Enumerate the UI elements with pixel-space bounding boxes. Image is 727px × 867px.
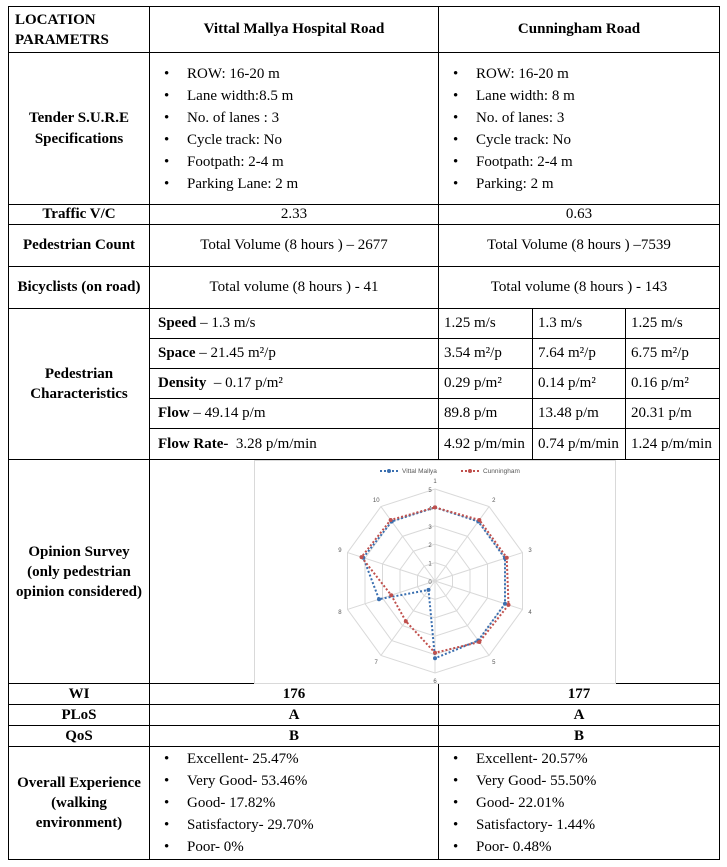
list-item: • Lane width: 8 m: [453, 85, 719, 107]
ped-count-vittal: Total Volume (8 hours ) – 2677: [150, 225, 439, 267]
ped-char-metric: [150, 429, 439, 460]
ped-char-value: 13.48 p/m: [533, 399, 626, 429]
data-point: [427, 588, 431, 592]
plos-cunningham: A: [439, 705, 719, 726]
list-item: • Parking Lane: 2 m: [164, 173, 438, 195]
tender-vittal: [150, 53, 439, 205]
list-item: • No. of lanes : 3: [164, 107, 438, 129]
ped-char-value: 0.74 p/m/min: [533, 429, 626, 460]
ring-tick-label: 0: [428, 580, 432, 586]
metric-value: – 1.3 m/s: [196, 315, 256, 331]
ring-tick-label: 1: [428, 561, 432, 568]
ped-char-value: 0.14 p/m²: [533, 369, 626, 399]
ped-char-value: 6.75 m²/p: [626, 339, 719, 369]
header-vittal: Vittal Mallya Hospital Road: [150, 7, 439, 53]
ped-char-value: 1.3 m/s: [533, 309, 626, 339]
header-col1: LOCATION PARAMETRS: [9, 7, 150, 53]
data-point: [477, 518, 481, 522]
list-item: • Excellent- 20.57%: [453, 748, 719, 770]
data-point: [377, 597, 381, 601]
data-point: [506, 603, 510, 607]
category-label: 5: [492, 659, 496, 666]
category-label: 3: [528, 548, 532, 555]
metric-name: Space: [158, 345, 196, 361]
ped-char-metric: [150, 369, 439, 399]
ped-char-value: 1.24 p/m/min: [626, 429, 719, 460]
list-item: • Good- 17.82%: [164, 792, 438, 814]
category-label: 4: [528, 609, 532, 616]
ped-char-value: 20.31 p/m: [626, 399, 719, 429]
category-label: 6: [433, 679, 437, 684]
bicyclists-vittal: Total volume (8 hours ) - 41: [150, 267, 439, 309]
traffic-label: Traffic V/C: [9, 205, 150, 225]
ring-tick-label: 3: [428, 524, 432, 531]
data-point: [505, 556, 509, 560]
overall-cunningham: [439, 747, 719, 859]
ring-tick-label: 2: [428, 543, 432, 550]
list-item: • Poor- 0.48%: [453, 836, 719, 858]
legend-label: Cunningham: [483, 468, 520, 475]
radar-chart: [254, 460, 616, 684]
plos-label: PLoS: [9, 705, 150, 726]
list-item: • Cycle track: No: [164, 129, 438, 151]
list-item: • Parking: 2 m: [453, 173, 719, 195]
tender-label: Tender S.U.R.E Specifications: [9, 53, 150, 205]
ped-char-value: 89.8 p/m: [439, 399, 533, 429]
metric-value: – 21.45 m²/p: [195, 345, 276, 361]
metric-value: – 0.17 p/m²: [206, 375, 283, 391]
wi-cunningham: 177: [439, 684, 719, 705]
bicyclists-cunningham: Total volume (8 hours ) - 143: [439, 267, 719, 309]
metric-value: 3.28 p/m/min: [228, 435, 317, 452]
ped-char-value: 0.29 p/m²: [439, 369, 533, 399]
ped-char-label: Pedestrian Characteristics: [9, 309, 150, 460]
ped-char-grid: [150, 309, 719, 460]
legend-marker: [387, 469, 391, 473]
legend-marker: [468, 469, 472, 473]
category-label: 2: [492, 498, 496, 505]
qos-cunningham: B: [439, 726, 719, 747]
comparison-table: [8, 6, 720, 860]
plos-vittal: A: [150, 705, 439, 726]
data-point: [433, 656, 437, 660]
data-point: [389, 518, 393, 522]
ring-tick-label: 4: [428, 506, 432, 513]
data-point: [404, 619, 408, 623]
list-item: • Very Good- 53.46%: [164, 770, 438, 792]
category-label: 1: [433, 479, 437, 485]
data-point: [360, 555, 364, 559]
traffic-vittal: 2.33: [150, 205, 439, 225]
wi-vittal: 176: [150, 684, 439, 705]
list-item: • ROW: 16-20 m: [453, 63, 719, 85]
ring-tick-label: 5: [428, 488, 432, 494]
metric-name: Density: [158, 375, 207, 391]
list-item: • No. of lanes: 3: [453, 107, 719, 129]
list-item: • Lane width:8.5 m: [164, 85, 438, 107]
list-item: • Footpath: 2-4 m: [164, 151, 438, 173]
legend-label: Vittal Mallya: [402, 468, 437, 475]
list-item: • Cycle track: No: [453, 129, 719, 151]
ped-char-value: 1.25 m/s: [626, 309, 719, 339]
opinion-label: Opinion Survey (only pedestrian opinion considered): [9, 460, 150, 684]
list-item: • Very Good- 55.50%: [453, 770, 719, 792]
bicyclists-label: Bicyclists (on road): [9, 267, 150, 309]
ped-char-metric: [150, 309, 439, 339]
opinion-chart-cell: [150, 460, 719, 684]
metric-name: Speed: [158, 315, 197, 331]
category-label: 8: [338, 609, 342, 616]
qos-label: QoS: [9, 726, 150, 747]
ped-char-metric: [150, 399, 439, 429]
header-cunningham: Cunningham Road: [439, 7, 719, 53]
list-item: • Excellent- 25.47%: [164, 748, 438, 770]
metric-value: – 49.14 p/m: [189, 405, 266, 421]
ped-char-value: 7.64 m²/p: [533, 339, 626, 369]
tender-cunningham: [439, 53, 719, 205]
list-item: • Satisfactory- 29.70%: [164, 814, 438, 836]
data-point: [433, 505, 437, 509]
overall-vittal: [150, 747, 439, 859]
ped-char-value: 3.54 m²/p: [439, 339, 533, 369]
ped-char-value: 4.92 p/m/min: [439, 429, 533, 460]
list-item: • Poor- 0%: [164, 836, 438, 858]
qos-vittal: B: [150, 726, 439, 747]
ped-char-metric: [150, 339, 439, 369]
category-label: 7: [374, 659, 378, 666]
data-point: [389, 593, 393, 597]
ped-char-value: 0.16 p/m²: [626, 369, 719, 399]
list-item: • Satisfactory- 1.44%: [453, 814, 719, 836]
traffic-cunningham: 0.63: [439, 205, 719, 225]
category-label: 10: [372, 498, 380, 505]
overall-label: Overall Experience (walking environment): [9, 747, 150, 859]
metric-name: Flow: [158, 405, 190, 421]
ped-count-label: Pedestrian Count: [9, 225, 150, 267]
data-point: [477, 640, 481, 644]
data-point: [503, 602, 507, 606]
metric-name: Flow Rate-: [158, 435, 229, 452]
wi-label: WI: [9, 684, 150, 705]
list-item: • Good- 22.01%: [453, 792, 719, 814]
ped-char-value: 1.25 m/s: [439, 309, 533, 339]
list-item: • Footpath: 2-4 m: [453, 151, 719, 173]
data-point: [433, 651, 437, 655]
ped-count-cunningham: Total Volume (8 hours ) –7539: [439, 225, 719, 267]
list-item: • ROW: 16-20 m: [164, 63, 438, 85]
category-label: 9: [338, 548, 342, 555]
